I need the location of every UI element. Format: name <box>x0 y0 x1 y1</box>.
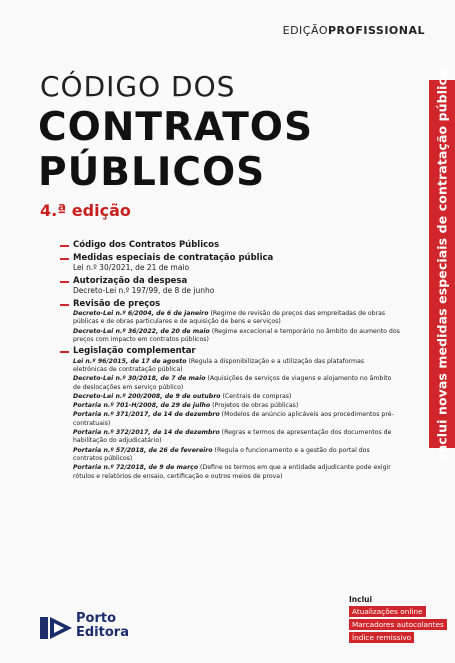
law-ref: Decreto-Lei n.º 36/2022, de 20 de maio <box>73 327 210 335</box>
contents-item-head: Legislação complementar <box>73 346 196 357</box>
law-ref: Portaria n.º 371/2017, de 14 de dezembro <box>73 411 220 419</box>
contents-item-head: Medidas especiais de contratação pública <box>73 252 274 263</box>
publisher-line-2: Editora <box>76 625 129 640</box>
law-entry <box>73 328 400 345</box>
law-ref: Portaria n.º 57/2018, de 26 de fevereiro <box>73 446 213 454</box>
law-desc: (Modelos de anúncio aplicáveis aos procedimentos pré-contratuais) <box>73 411 394 427</box>
law-ref: Portaria n.º 701-H/2008, de 29 de julho <box>73 402 211 410</box>
edition-tag-prefix: EDIÇÃO <box>282 24 328 37</box>
law-entry <box>73 393 400 401</box>
law-entry <box>73 375 400 392</box>
contents-item-medidas <box>60 253 400 274</box>
contents-item-sub: Decreto-Lei n.º 197/99, de 8 de junho <box>73 286 215 295</box>
law-ref: Lei n.º 96/2015, de 17 de agosto <box>73 357 187 365</box>
contents-item-head: Revisão de preços <box>73 298 161 309</box>
title-line-2: PÚBLICOS <box>38 150 266 195</box>
includes-item: Marcadores autocolantes <box>349 619 447 630</box>
side-band <box>429 69 455 459</box>
dash-marker <box>60 245 69 247</box>
contents-item-legislacao <box>60 346 400 481</box>
contents-item-head: Código dos Contratos Públicos <box>73 240 220 250</box>
includes-box <box>349 595 447 645</box>
law-ref: Portaria n.º 372/2017, de 14 de dezembro <box>73 429 220 437</box>
title-small: CÓDIGO DOS <box>40 70 236 103</box>
law-desc: (Aquisições de serviços de viagens e alojamento no âmbito de deslocações em serviço público) <box>73 375 392 391</box>
law-desc: (Regula o funcionamento e a gestão do portal dos contratos públicos) <box>73 446 370 462</box>
law-desc: (Regras e termos de apresentação dos documentos de habilitação do adjudicatário) <box>73 429 392 445</box>
includes-item: Índice remissivo <box>349 632 414 643</box>
law-desc: (Projetos de obras públicas) <box>210 402 299 410</box>
porto-editora-logo-icon <box>40 614 72 642</box>
law-entry <box>73 429 400 446</box>
law-entry <box>73 358 400 375</box>
contents-item-sub: Lei n.º 30/2021, de 21 de maio <box>73 263 190 272</box>
law-entry <box>73 402 400 410</box>
law-desc: (Regime de revisão de preços das empreitadas de obras públicas e de obras particulares e de aquisição de bens e serviços) <box>73 310 386 326</box>
title-line-1: CONTRATOS <box>38 105 314 150</box>
dash-marker <box>60 281 69 283</box>
contents-list <box>60 240 400 483</box>
law-desc: (Centrais de compras) <box>220 392 292 400</box>
law-ref: Decreto-Lei n.º 6/2004, de 6 de janeiro <box>73 310 209 317</box>
dash-marker <box>60 351 69 353</box>
law-desc: (Regime excecional e temporário no âmbito do aumento dos preços com impacto em contratos públicos) <box>73 327 400 343</box>
includes-item: Atualizações online <box>349 606 426 617</box>
contents-item-codigo <box>60 240 400 251</box>
law-entry <box>73 411 400 428</box>
edition-tag-bold: PROFISSIONAL <box>327 24 425 37</box>
publisher-name <box>76 612 129 640</box>
edition-tag <box>283 24 425 37</box>
law-entry <box>73 310 400 327</box>
law-entry <box>73 464 400 481</box>
includes-label: Inclui <box>349 595 373 604</box>
law-ref: Decreto-Lei n.º 200/2008, de 9 de outubro <box>73 392 221 400</box>
law-desc: (Regula a disponibilização e a utilização das plataformas eletrónicas de contratação pública) <box>73 357 365 373</box>
law-ref: Decreto-Lei n.º 30/2018, de 7 de maio <box>73 375 206 383</box>
dash-marker <box>60 304 69 306</box>
edition-number: 4.ª edição <box>40 201 131 220</box>
contents-item-head: Autorização da despesa <box>73 275 188 286</box>
contents-item-autorizacao <box>60 276 400 297</box>
law-entry <box>73 447 400 464</box>
law-ref: Portaria n.º 72/2018, de 9 de março <box>73 464 199 472</box>
law-desc: (Define os termos em que a entidade adjudicante pode exigir rótulos e relatórios de ensaio, certificação e outros meios de prova) <box>73 464 391 480</box>
dash-marker <box>60 258 69 260</box>
publisher-line-1: Porto <box>76 611 117 626</box>
contents-item-revisao <box>60 299 400 345</box>
side-band-text: Inclui novas medidas especiais de contratação pública <box>434 69 450 459</box>
